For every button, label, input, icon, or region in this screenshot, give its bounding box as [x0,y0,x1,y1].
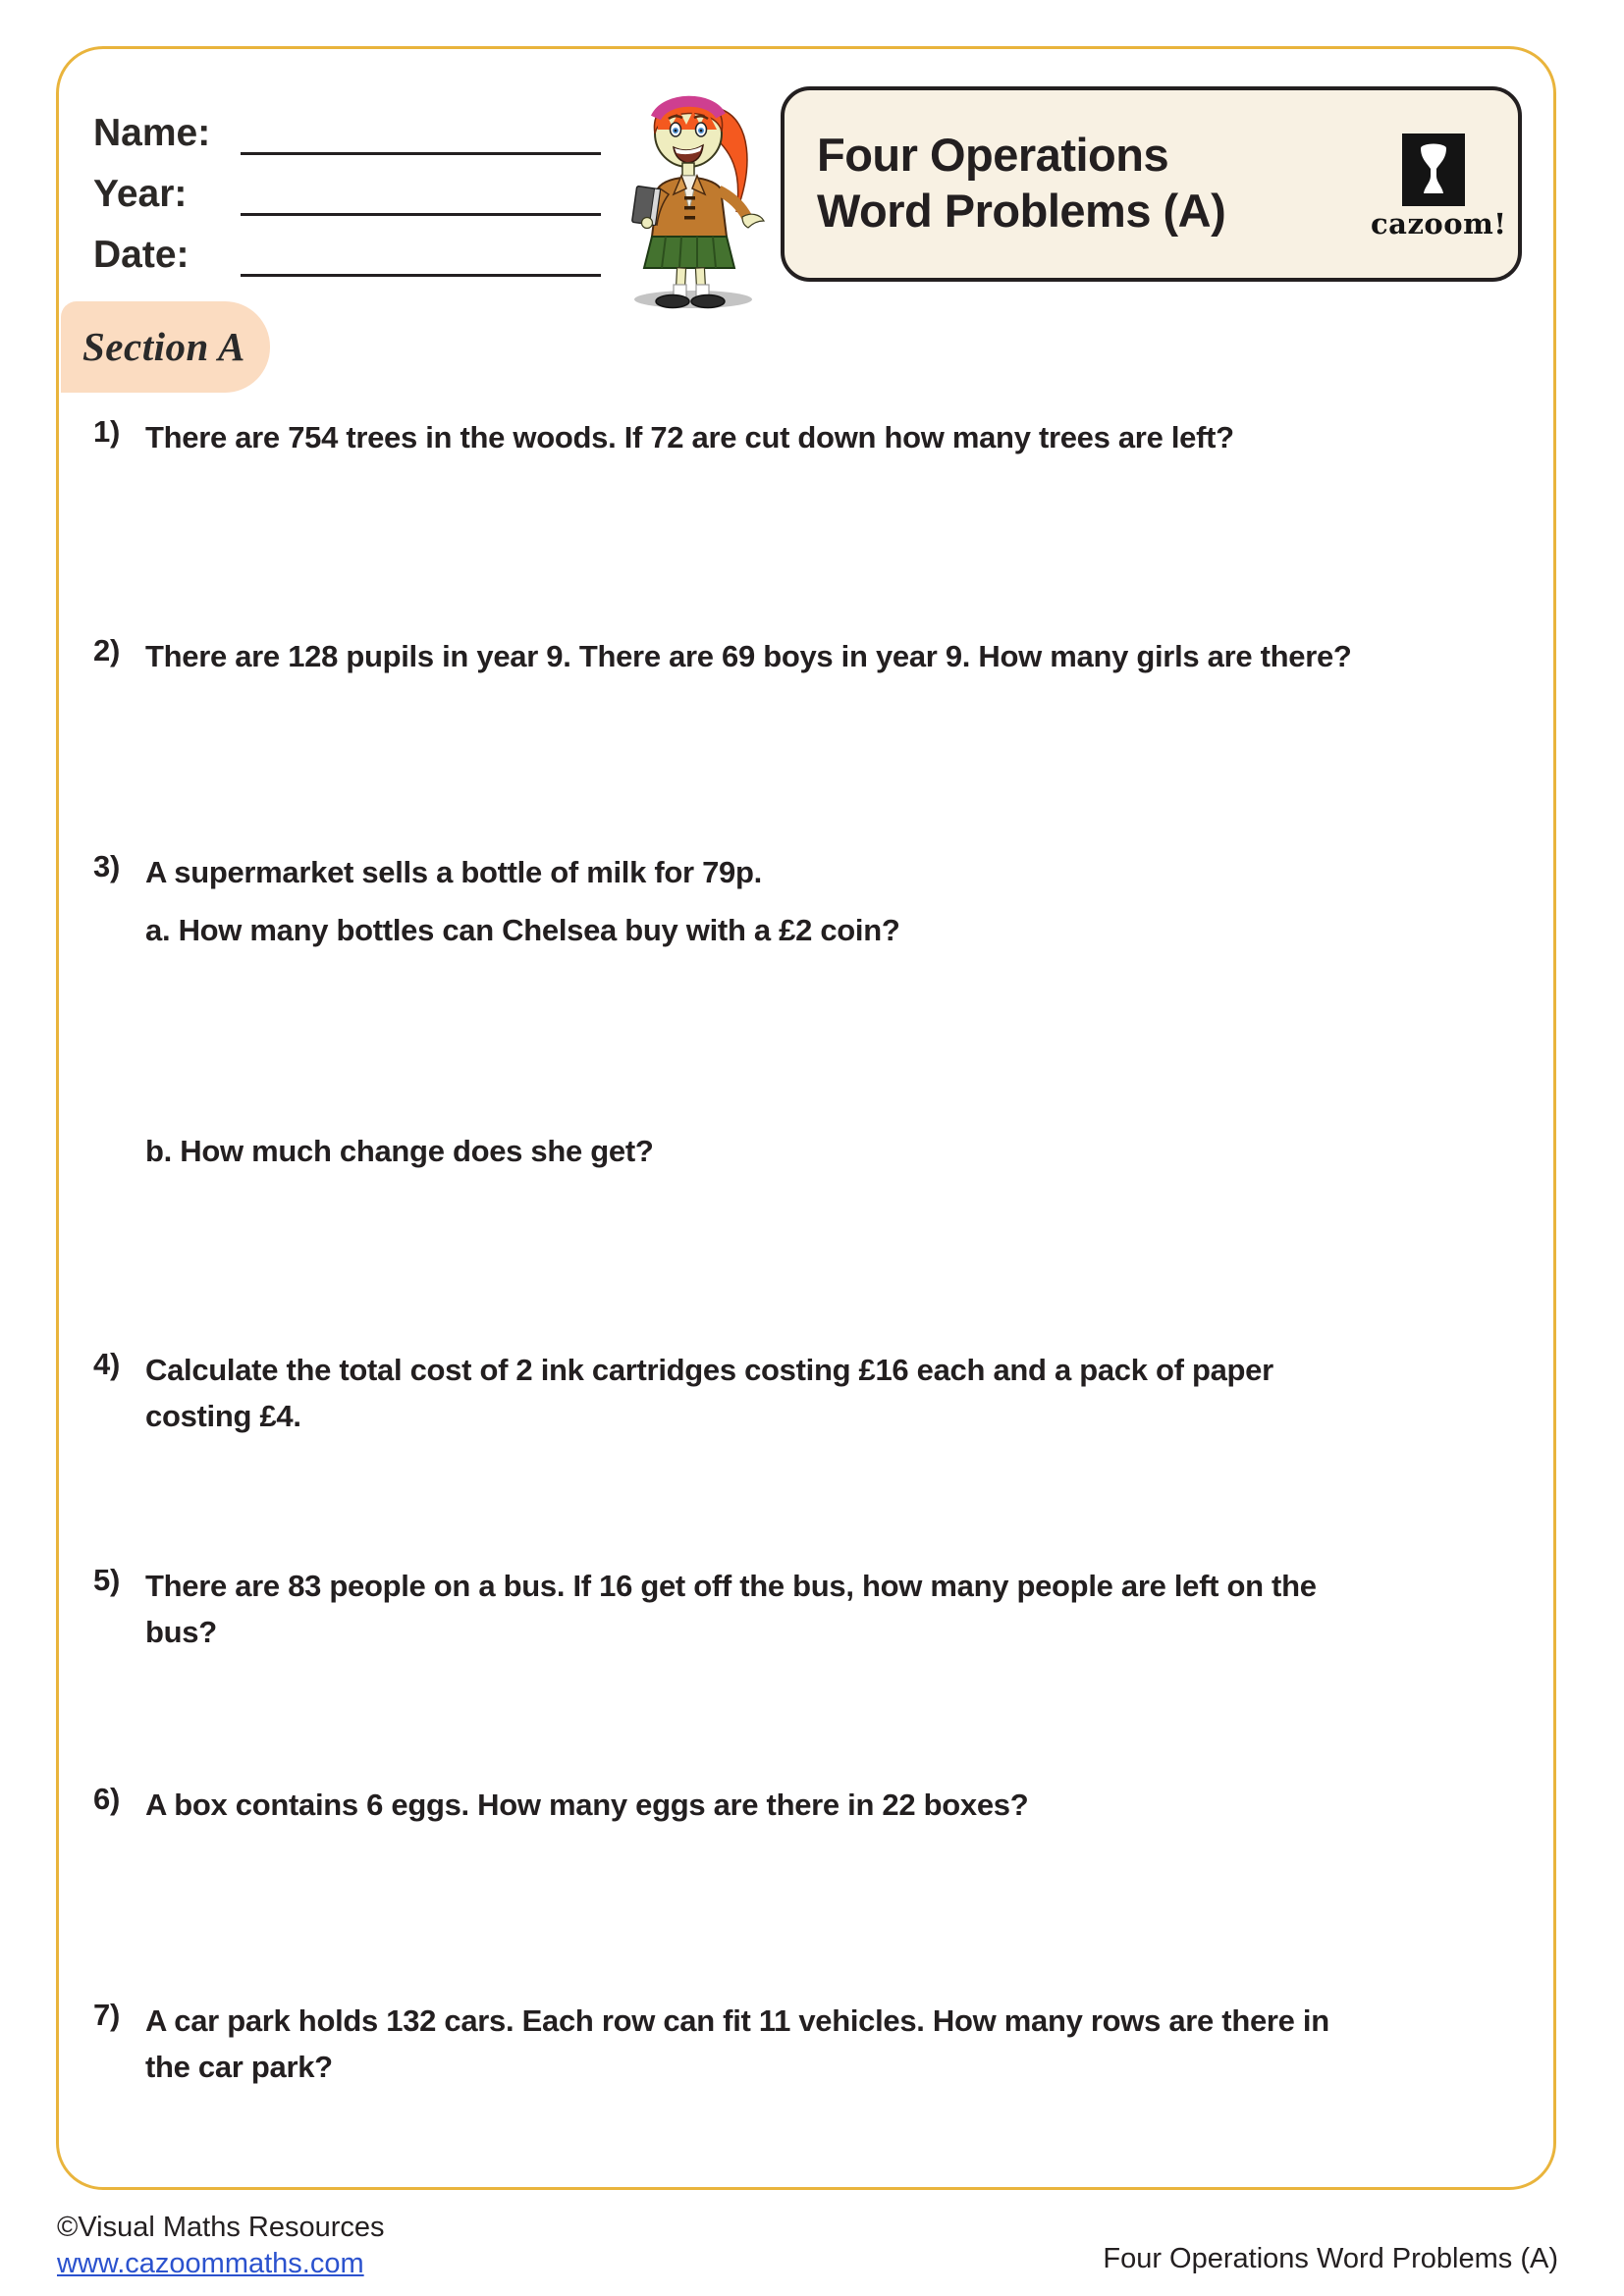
date-field-row [93,216,601,277]
question-3 [93,849,762,895]
date-label: Date: [93,234,189,276]
question-2-text: There are 128 pupils in year 9. There are 69 boys in year 9. How many girls are there? [145,639,1352,673]
question-6-number: 6) [93,1782,120,1816]
question-6 [93,1782,1028,1828]
name-write-line [241,101,601,155]
worksheet-title [817,127,1225,239]
worksheet-title-box [781,86,1522,282]
question-4 [93,1347,1273,1439]
question-4-text-line1: Calculate the total cost of 2 ink cartridges costing £16 each and a pack of paper [145,1353,1273,1387]
question-1-number: 1) [93,414,120,449]
page-border-frame [56,46,1556,2190]
question-3-part-b: b. How much change does she get? [145,1134,654,1168]
question-3-number: 3) [93,849,120,883]
cazoom-logo-text: cazoom! [1371,207,1507,240]
website-link[interactable]: www.cazoommaths.com [57,2248,364,2279]
year-field-row [93,155,601,216]
question-5-number: 5) [93,1563,120,1597]
section-a-label: Section A [82,324,245,369]
worksheet-title-line2: Word Problems (A) [817,185,1226,237]
question-2-number: 2) [93,633,120,667]
question-4-number: 4) [93,1347,120,1381]
footer-document-title: Four Operations Word Problems (A) [1103,2243,1558,2274]
name-field-row [93,94,601,155]
question-5-text-line2: bus? [145,1615,217,1649]
year-write-line [241,162,601,216]
question-7-text-line1: A car park holds 132 cars. Each row can fit 11 vehicles. How many rows are there in [145,2003,1329,2038]
question-1-text: There are 754 trees in the woods. If 72 are cut down how many trees are left? [145,420,1234,454]
section-a-tab [61,301,270,393]
question-2 [93,633,1352,679]
question-3-part-a: a. How many bottles can Chelsea buy with a £2 coin? [145,913,900,947]
copyright-text: ©Visual Maths Resources [57,2212,385,2243]
worksheet-title-line1: Four Operations [817,129,1169,181]
question-6-text: A box contains 6 eggs. How many eggs are there in 22 boxes? [145,1788,1029,1822]
schoolgirl-illustration [595,63,784,310]
cazoom-logo [1371,133,1507,240]
question-7-text-line2: the car park? [145,2050,333,2084]
question-4-text-line2: costing £4. [145,1399,301,1433]
drum-icon [1402,133,1465,206]
date-write-line [241,223,601,277]
footer-left [57,2210,385,2282]
question-5 [93,1563,1317,1655]
question-3-text: A supermarket sells a bottle of milk for 79p. [145,855,762,889]
question-1 [93,414,1234,460]
student-info-fields [93,94,601,277]
question-7-number: 7) [93,1998,120,2032]
name-label: Name: [93,112,211,154]
year-label: Year: [93,173,188,215]
question-7 [93,1998,1329,2090]
question-5-text-line1: There are 83 people on a bus. If 16 get off the bus, how many people are left on the [145,1569,1317,1603]
